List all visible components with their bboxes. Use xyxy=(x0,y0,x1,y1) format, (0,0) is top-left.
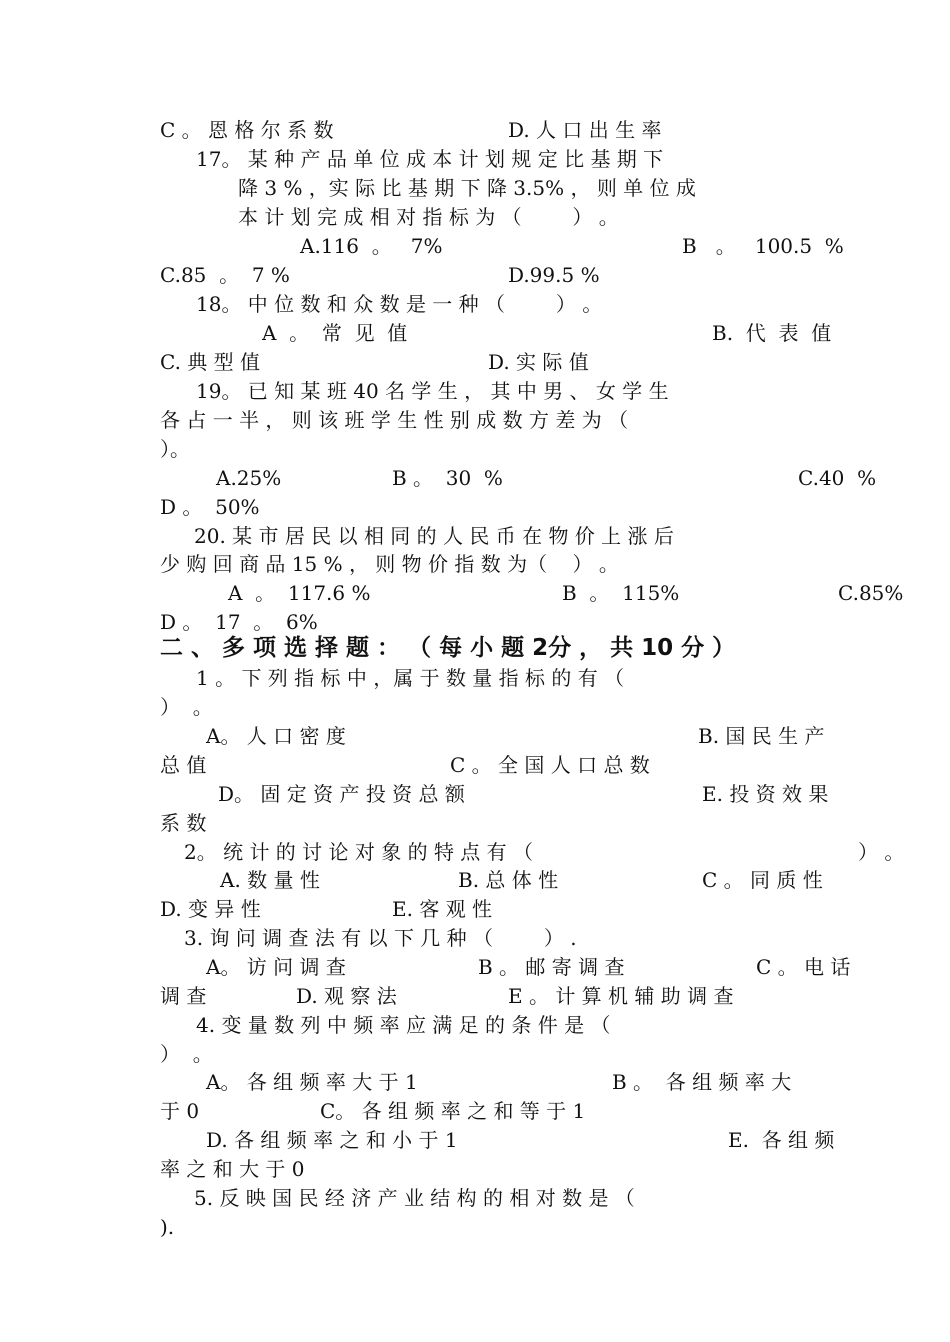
q19-option-b: B 。 30 % xyxy=(392,466,503,490)
mq3-option-c-cont: 调 查 xyxy=(160,984,207,1008)
mq2-stem: 2。 统 计 的 讨 论 对 象 的 特 点 有 （ xyxy=(184,840,534,864)
q17-option-c: C.85 。 7 % xyxy=(160,263,290,287)
mq5-stem-line2: ). xyxy=(160,1215,175,1239)
q20-option-c: C.85% xyxy=(838,581,904,605)
mq4-stem-line2: ） 。 xyxy=(160,1042,213,1066)
q19-stem-line1: 19。 已 知 某 班 40 名 学 生 ， 其 中 男 、 女 学 生 xyxy=(196,379,669,403)
q17-option-b: B 。 100.5 % xyxy=(682,234,844,258)
q20-stem-line2: 少 购 回 商 品 15 % ， 则 物 价 指 数 为（ ） 。 xyxy=(160,552,619,576)
mq4-option-a: A。 各 组 频 率 大 于 1 xyxy=(206,1070,418,1094)
q17-stem-line3: 本 计 划 完 成 相 对 指 标 为 （ ） 。 xyxy=(238,205,619,229)
q20-option-a: A 。 117.6 % xyxy=(228,581,371,605)
q19-stem-line2: 各 占 一 半 ， 则 该 班 学 生 性 别 成 数 方 差 为 （ xyxy=(160,408,629,432)
q17-stem-line1: 17。 某 种 产 品 单 位 成 本 计 划 规 定 比 基 期 下 xyxy=(196,147,664,171)
q17-option-a: A.116 。 7% xyxy=(300,234,443,258)
mq4-option-c: C。 各 组 频 率 之 和 等 于 1 xyxy=(320,1099,586,1123)
mq1-stem-line2: ） 。 xyxy=(160,695,213,719)
q16-option-d: D. 人 口 出 生 率 xyxy=(508,118,662,142)
mq4-option-e: E. 各 组 频 xyxy=(728,1128,835,1152)
mq3-option-b: B 。 邮 寄 调 查 xyxy=(478,955,625,979)
q17-option-d: D.99.5 % xyxy=(508,263,600,287)
mq1-option-e-cont: 系 数 xyxy=(160,811,207,835)
mq3-option-e: E 。 计 算 机 辅 助 调 查 xyxy=(508,984,734,1008)
mq1-option-b: B. 国 民 生 产 xyxy=(698,724,825,748)
mq2-option-a: A. 数 量 性 xyxy=(220,868,320,892)
mq1-option-d: D。 固 定 资 产 投 资 总 额 xyxy=(218,782,465,806)
q16-option-c: C 。 恩 格 尔 系 数 xyxy=(160,118,334,142)
mq4-stem-line1: 4. 变 量 数 列 中 频 率 应 满 足 的 条 件 是 （ xyxy=(196,1013,611,1037)
q20-stem-line1: 20. 某 市 居 民 以 相 同 的 人 民 币 在 物 价 上 涨 后 xyxy=(194,524,674,548)
mq1-option-c: C 。 全 国 人 口 总 数 xyxy=(450,753,650,777)
mq2-option-d: D. 变 异 性 xyxy=(160,897,261,921)
q19-option-d: D 。 50% xyxy=(160,495,260,519)
q18-stem: 18。 中 位 数 和 众 数 是 一 种 （ ） 。 xyxy=(196,292,603,316)
q18-option-a: A 。 常 见 值 xyxy=(262,321,408,345)
q20-option-b: B 。 115% xyxy=(562,581,680,605)
mq5-stem-line1: 5. 反 映 国 民 经 济 产 业 结 构 的 相 对 数 是 （ xyxy=(194,1186,635,1210)
q19-option-a: A.25% xyxy=(216,466,282,490)
q17-stem-line2: 降 3 % ，实 际 比 基 期 下 降 3.5% ， 则 单 位 成 xyxy=(238,176,696,200)
mq4-option-b-cont: 于 0 xyxy=(160,1099,200,1123)
q20-option-d: D 。 17 。 6% xyxy=(160,610,318,634)
mq2-option-b: B. 总 体 性 xyxy=(458,868,559,892)
mq3-option-a: A。 访 问 调 查 xyxy=(206,955,346,979)
q18-option-c: C. 典 型 值 xyxy=(160,350,261,374)
q18-option-d: D. 实 际 值 xyxy=(488,350,589,374)
mq1-option-b-cont: 总 值 xyxy=(160,753,207,777)
mq1-stem-line1: 1 。 下 列 指 标 中 ，属 于 数 量 指 标 的 有 （ xyxy=(196,666,625,690)
section-heading: 二 、 多 项 选 择 题 ： （ 每 小 题 2分 ， 共 10 分 ） xyxy=(160,635,736,661)
q19-option-c: C.40 % xyxy=(798,466,877,490)
mq4-option-d: D. 各 组 频 率 之 和 小 于 1 xyxy=(206,1128,458,1152)
mq3-stem: 3. 询 问 调 查 法 有 以 下 几 种 （ ） . xyxy=(184,926,577,950)
q19-stem-line3: ）。 xyxy=(160,437,190,461)
mq3-option-d: D. 观 察 法 xyxy=(296,984,397,1008)
mq4-option-b: B 。 各 组 频 率 大 xyxy=(612,1070,792,1094)
mq1-option-e: E. 投 资 效 果 xyxy=(702,782,829,806)
mq1-option-a: A。 人 口 密 度 xyxy=(206,724,346,748)
mq2-option-c: C 。 同 质 性 xyxy=(702,868,823,892)
q18-option-b: B. 代 表 值 xyxy=(712,321,832,345)
mq2-option-e: E. 客 观 性 xyxy=(392,897,493,921)
mq2-stem-end: ） 。 xyxy=(858,840,905,864)
mq4-option-e-cont: 率 之 和 大 于 0 xyxy=(160,1157,305,1181)
mq3-option-c: C 。 电 话 xyxy=(756,955,851,979)
